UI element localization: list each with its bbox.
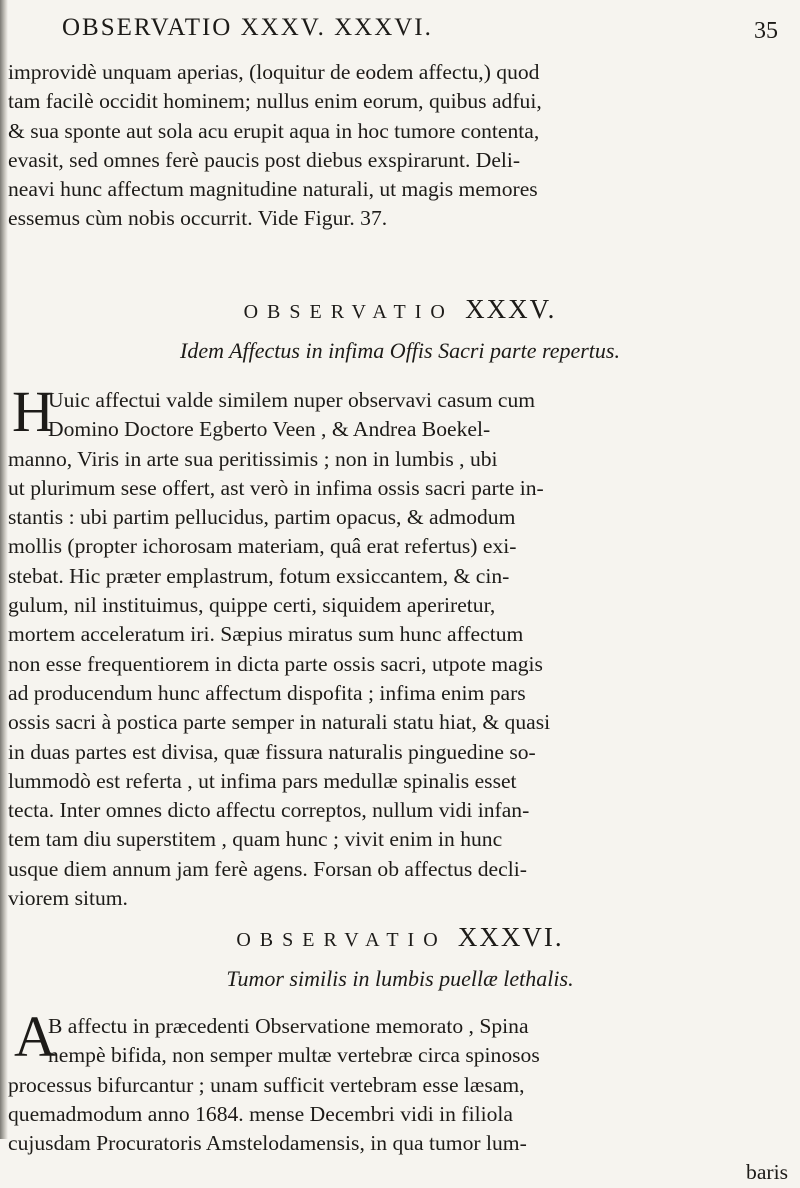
text-line: stantis : ubi partim pellucidus, partim opacus, & admodum — [8, 505, 516, 530]
text-line: ad producendum hunc affectum dispofita ; infima enim pars — [8, 680, 526, 705]
text-line: mortem acceleratum iri. Sæpius miratus sum hunc affectum — [8, 622, 524, 647]
text-line — [8, 58, 788, 87]
text-line: ossis sacri à postica parte semper in naturali statu hiat, & quasi — [8, 710, 551, 735]
text-line: stebat. Hic præter emplastrum, fotum exsiccantem, & cin- — [8, 563, 510, 588]
observation-heading-word: OBSERVATIO — [236, 929, 447, 951]
text-line: lummodò est referta , ut infima pars medullæ spinalis esset — [8, 768, 517, 793]
text-line: tam facilè occidit hominem; nullus enim eorum, quibus adfui, — [8, 89, 542, 114]
text-line-part: improvidè unquam aperias, (loquitur de eodem affectu,) quod — [8, 60, 540, 84]
observation-36-heading — [0, 922, 800, 953]
text-line: nempè bifida, non semper multæ vertebræ circa spinosos — [48, 1043, 540, 1068]
text-line: non esse frequentiorem in dicta parte ossis sacri, utpote magis — [8, 651, 543, 676]
text-line: tecta. Inter omnes dicto affectu correptos, nullum vidi infan- — [8, 798, 530, 823]
observation-36-subtitle: Tumor similis in lumbis puellæ lethalis. — [226, 966, 574, 991]
catchword: baris — [746, 1160, 788, 1185]
text-line: ut plurimum sese offert, ast verò in infima ossis sacri parte in- — [8, 475, 544, 500]
running-header — [62, 14, 782, 54]
text-line: tem tam diu superstitem , quam hunc ; vivit enim in hunc — [8, 827, 503, 852]
text-line: manno, Viris in arte sua peritissimis ; non in lumbis , ubi — [8, 446, 498, 471]
intro-paragraph — [8, 58, 788, 234]
drop-cap: A — [14, 1004, 56, 1069]
observation-35-body — [8, 386, 788, 913]
text-line: essemus cùm nobis occurrit. Vide Figur. 37. — [8, 206, 388, 231]
observation-36-body — [8, 1012, 788, 1188]
text-line: Uuic affectui valde similem nuper observavi casum cum — [48, 388, 536, 412]
header-title: OBSERVATIO XXXV. XXXVI. — [62, 14, 433, 41]
observation-heading-word: OBSERVATIO — [243, 301, 454, 323]
text-line: usque diem annum jam ferè agens. Forsan ob affectus decli- — [8, 856, 527, 881]
text-line: cujusdam Procuratoris Amstelodamensis, in qua tumor lum- — [8, 1131, 527, 1156]
text-line: viorem situm. — [8, 886, 128, 911]
drop-cap: H — [12, 379, 54, 444]
text-line: processus bifurcantur ; unam sufficit vertebram esse læsam, — [8, 1072, 525, 1097]
text-line: neavi hunc affectum magnitudine naturali, ut magis memores — [8, 177, 538, 202]
text-line: Domino Doctore Egberto Veen , & Andrea Boekel- — [48, 417, 491, 442]
observation-35-subtitle: Idem Affectus in infima Offis Sacri parte repertus. — [180, 338, 620, 363]
page-number: 35 — [754, 18, 778, 44]
observation-35-heading — [0, 294, 800, 325]
text-line: & sua sponte aut sola acu erupit aqua in hoc tumore contenta, — [8, 118, 540, 143]
text-line: quemadmodum anno 1684. mense Decembri vidi in filiola — [8, 1101, 513, 1126]
observation-heading-number: XXXVI. — [457, 922, 564, 952]
text-line: mollis (propter ichorosam materiam, quâ erat refertus) exi- — [8, 534, 517, 559]
text-line: evasit, sed omnes ferè paucis post diebus exspirarunt. Deli- — [8, 147, 521, 172]
text-line: B affectu in præcedenti Observatione memorato , Spina — [48, 1014, 529, 1038]
observation-heading-number: XXXV. — [465, 294, 557, 324]
text-line: in duas partes est divisa, quæ fissura naturalis pinguedine so- — [8, 739, 536, 764]
text-line: gulum, nil instituimus, quippe certi, siquidem aperiretur, — [8, 593, 496, 618]
